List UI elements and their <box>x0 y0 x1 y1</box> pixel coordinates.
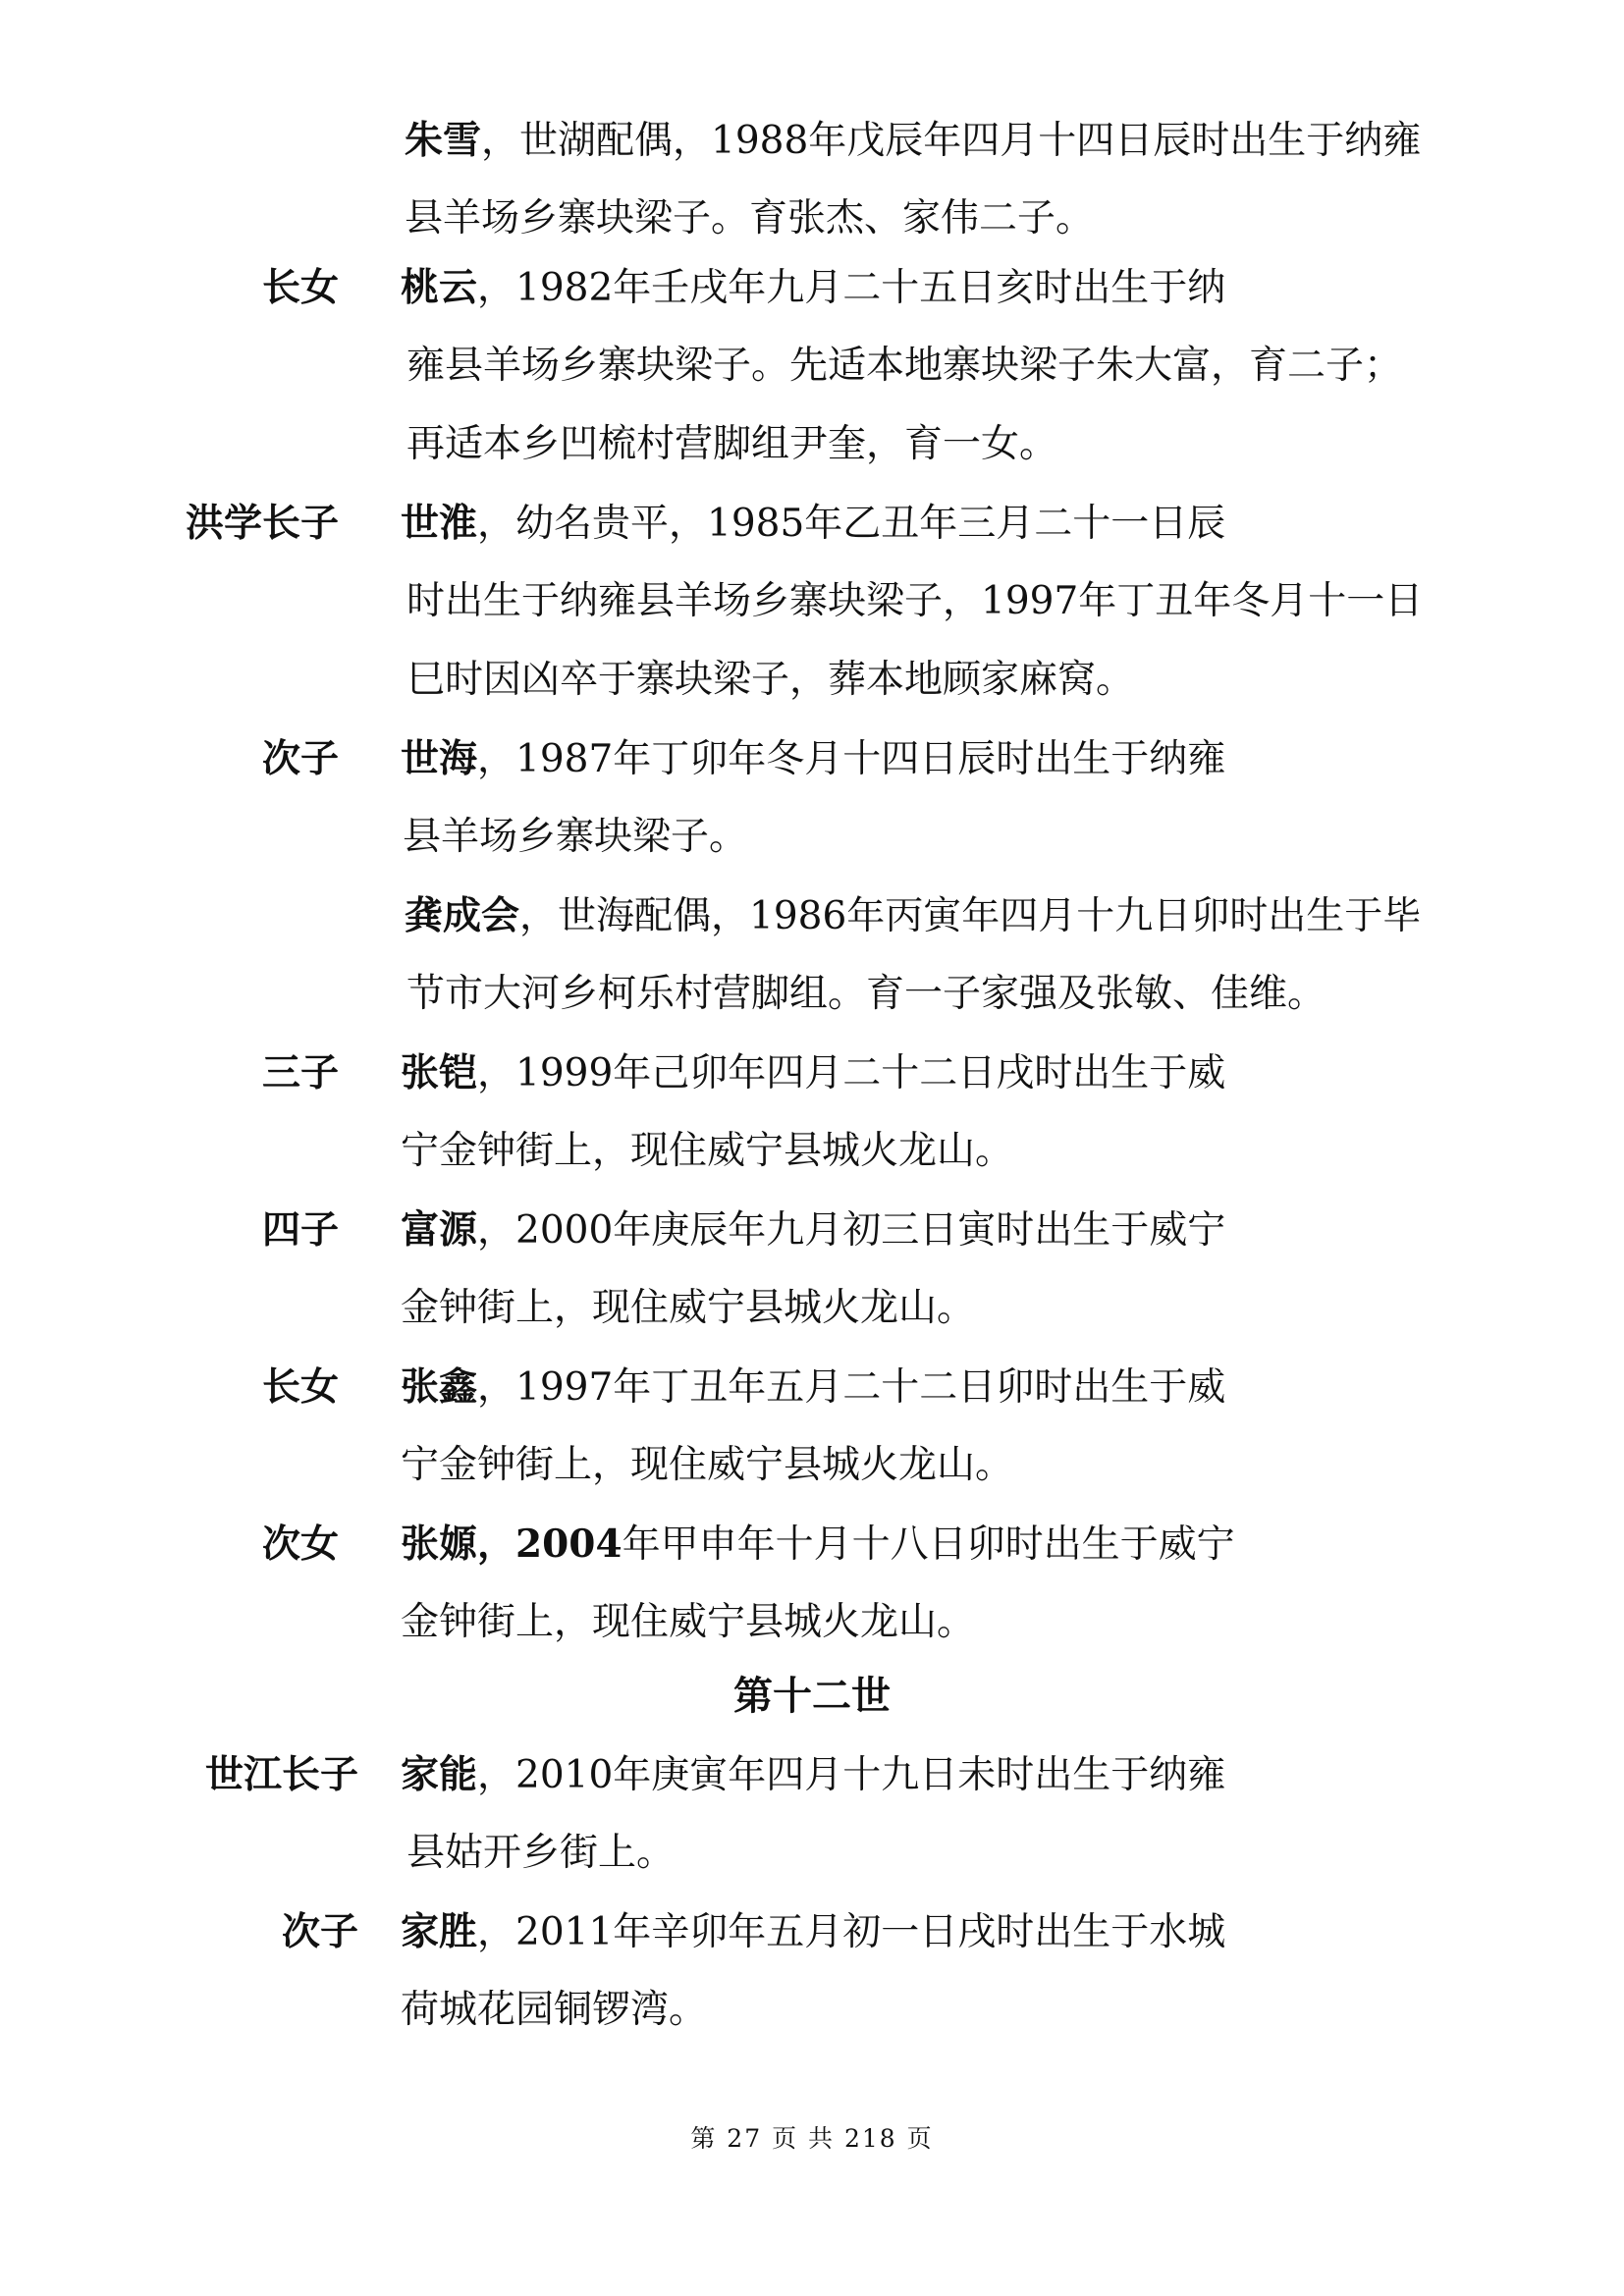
page-footer: 第 27 页 共 218 页 <box>690 2124 934 2153</box>
entry-line <box>405 116 1421 165</box>
entry-label: 次女 <box>261 1522 339 1567</box>
entry-text: 年甲申年十月十八日卯时出生于威宁 <box>622 1522 1235 1567</box>
entry-name: 张鑫 <box>401 1364 478 1410</box>
entry-label: 次子 <box>261 736 339 781</box>
entry-text: ，2000年庚辰年九月初三日寅时出生于威宁 <box>477 1208 1226 1253</box>
entry-text: ，1987年丁卯年冬月十四日辰时出生于纳雍 <box>477 737 1226 781</box>
entry-line: 雍县羊场乡寨块梁子。先适本地寨块梁子朱大富，育二子； <box>406 344 1403 388</box>
entry-line <box>401 1907 1225 1956</box>
entry-label: 世江长子 <box>204 1752 358 1797</box>
entry-line: 荷城花园铜锣湾。 <box>401 1988 708 2032</box>
entry-line <box>401 263 1225 312</box>
entry-line: 时出生于纳雍县羊场乡寨块梁子，1997年丁丑年冬月十一日 <box>406 579 1424 623</box>
entry-line: 节市大河乡柯乐村营脚组。育一子家强及张敏、佳维。 <box>406 972 1326 1016</box>
entry-line: 宁金钟街上，现住威宁县城火龙山。 <box>401 1443 1014 1487</box>
entry-label: 四子 <box>261 1207 339 1253</box>
entry-name: 桃云 <box>401 265 478 310</box>
entry-text: ，1997年丁丑年五月二十二日卯时出生于威 <box>477 1365 1226 1410</box>
entry-name: 张嫄 <box>401 1522 478 1567</box>
entry-line <box>401 1750 1225 1799</box>
entry-line <box>401 734 1225 783</box>
entry-year: 2004 <box>515 1522 623 1567</box>
entry-line: 县姑开乡街上。 <box>406 1831 676 1875</box>
entry-line <box>401 1520 1235 1569</box>
entry-text: ，世海配偶，1986年丙寅年四月十九日卯时出生于毕 <box>519 894 1422 938</box>
entry-line <box>401 499 1225 548</box>
entry-line <box>401 1205 1225 1255</box>
entry-text: ，幼名贵平，1985年乙丑年三月二十一日辰 <box>477 502 1226 546</box>
generation-heading: 第十二世 <box>733 1673 891 1719</box>
entry-line: 县羊场乡寨块梁子。 <box>403 815 748 859</box>
entry-name: 龚成会 <box>405 893 520 938</box>
entry-line: 再适本乡凹梳村营脚组尹奎，育一女。 <box>406 422 1058 466</box>
entry-text: ，1999年己卯年四月二十二日戌时出生于威 <box>477 1051 1226 1095</box>
entry-text: ，2011年辛卯年五月初一日戌时出生于水城 <box>477 1910 1226 1954</box>
entry-label: 长女 <box>261 1364 339 1410</box>
entry-label: 次子 <box>281 1909 358 1954</box>
entry-label: 洪学长子 <box>185 501 339 546</box>
entry-line: 巳时因凶卒于寨块梁子，葬本地顾家麻窝。 <box>406 658 1135 702</box>
entry-name: 张铠 <box>401 1050 478 1095</box>
entry-name: 世海 <box>401 736 478 781</box>
entry-label: 长女 <box>261 265 339 310</box>
entry-line <box>401 1048 1225 1097</box>
entry-name: 朱雪 <box>405 118 482 163</box>
entry-line: 金钟街上，现住威宁县城火龙山。 <box>401 1600 976 1644</box>
entry-name: 世淮 <box>401 501 478 546</box>
entry-name: 家胜 <box>401 1909 478 1954</box>
entry-line <box>401 1362 1225 1412</box>
entry-text: ，1982年壬戌年九月二十五日亥时出生于纳 <box>477 266 1226 310</box>
entry-text: ，2010年庚寅年四月十九日未时出生于纳雍 <box>477 1753 1226 1797</box>
entry-text: ，世湖配偶，1988年戊辰年四月十四日辰时出生于纳雍 <box>481 119 1422 163</box>
entry-line: 金钟街上，现住威宁县城火龙山。 <box>401 1286 976 1330</box>
entry-line: 宁金钟街上，现住威宁县城火龙山。 <box>401 1129 1014 1173</box>
entry-label: 三子 <box>261 1050 339 1095</box>
entry-name: 家能 <box>401 1752 478 1797</box>
entry-name: 富源 <box>401 1207 478 1253</box>
entry-line: 县羊场乡寨块梁子。育张杰、家伟二子。 <box>405 196 1095 240</box>
entry-punct: ， <box>477 1522 516 1567</box>
entry-line <box>405 891 1421 940</box>
